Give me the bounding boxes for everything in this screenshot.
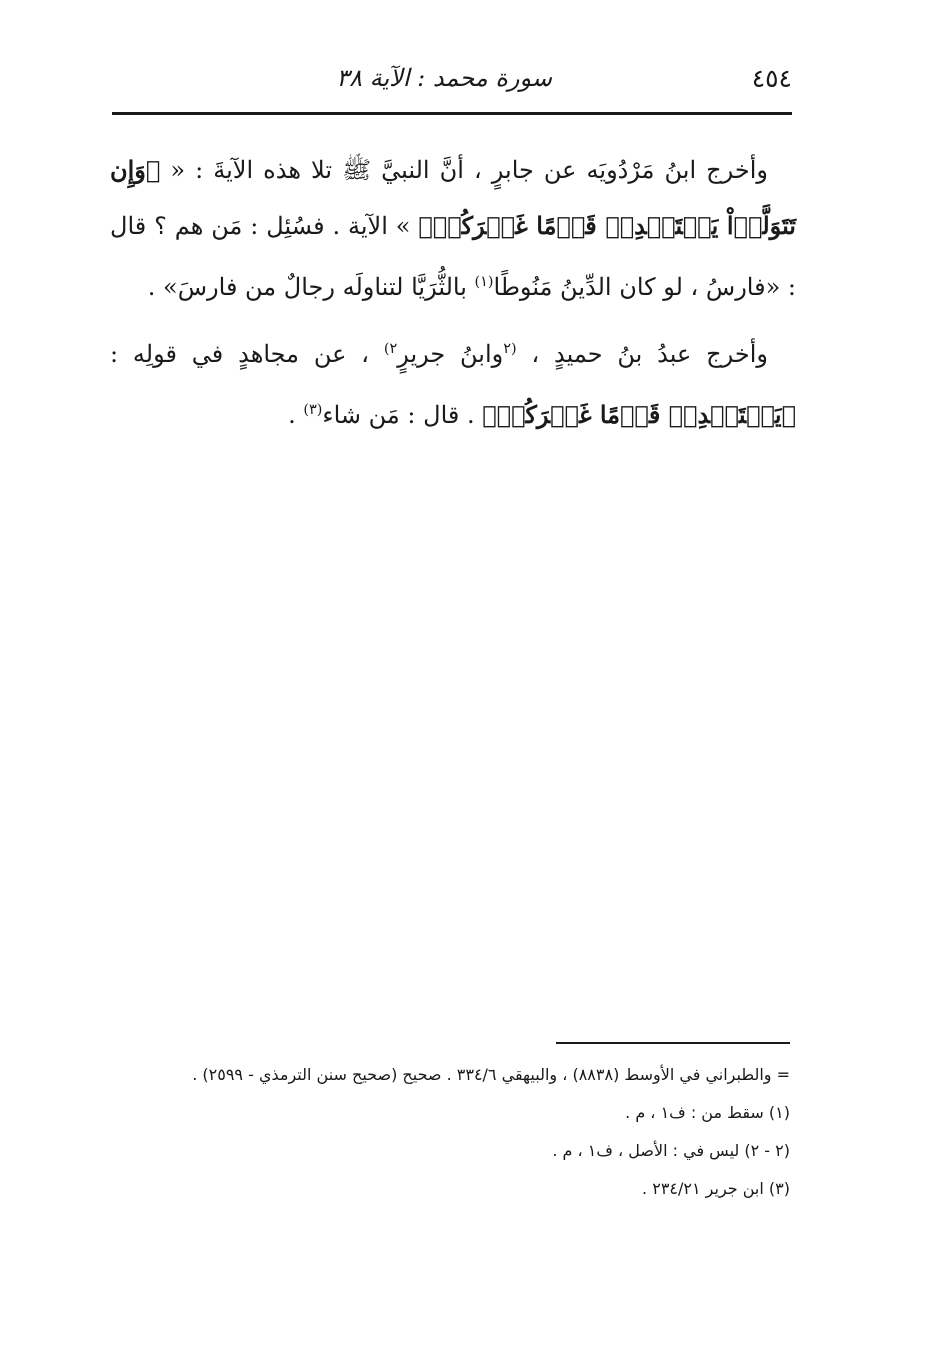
para1-text-a: وأخرج ابنُ مَرْدُويَه عن جابرٍ ، أنَّ النبيَّ ﷺ تلا هذه الآيةَ : « [170, 156, 769, 184]
para2-text-d: . قال : مَن شاء [322, 401, 475, 429]
main-text [110, 142, 796, 449]
running-title: سورة محمد : الآية ٣٨ [336, 64, 552, 92]
quran-verse-1: ﴿وَإِن تَتَوَلَّوۡاْ يَسۡتَبۡدِلۡ قَوۡمًا غَيۡرَكُمۡ﴾ [110, 155, 796, 240]
footnote-ref-1: (١) [474, 274, 494, 290]
page-number: ٤٥٤ [751, 64, 792, 93]
para2-text-e: . [288, 401, 296, 429]
para1-text-b: » الآية . فسُئِل : مَن هم ؟ قال : «فارسُ ، لو كان الدِّينُ مَنُوطًا [110, 212, 796, 301]
para2-text-a: وأخرج عبدُ بنُ حميدٍ ، [531, 340, 768, 368]
quran-verse-2: ﴿يَسۡتَبۡدِلۡ قَوۡمًا غَيۡرَكُمۡ﴾ [482, 400, 796, 429]
paragraph-1 [110, 142, 796, 315]
para2-text-c: ، عن مجاهدٍ في قولِه : [110, 340, 370, 368]
footnote-2: (٢ - ٢) ليس في : الأصل ، ف١ ، م . [552, 1141, 790, 1160]
footnotes [100, 1056, 790, 1208]
header-rule [112, 112, 792, 115]
para2-text-b: وابنُ جريرٍ [397, 340, 504, 368]
page-header [112, 62, 792, 102]
footnote-1: (١) سقط من : ف١ ، م . [625, 1103, 790, 1122]
para1-text-c: بالثُّرَيَّا لتناولَه رجالٌ من فارسَ» . [147, 273, 467, 301]
footnote-ref-2-close: ٢) [383, 341, 398, 357]
footnote-rule [556, 1042, 790, 1044]
footnote-continuation: = والطبراني في الأوسط (٨٨٣٨) ، والبيهقي ٣٣٤/٦ . صحيح (صحيح سنن الترمذي - ٢٥٩٩) . [192, 1065, 790, 1084]
paragraph-2 [110, 321, 796, 443]
footnote-ref-3: (٣) [303, 402, 323, 418]
footnote-ref-2-open: (٢ [503, 341, 517, 357]
footnote-3: (٣) ابن جرير ٢٣٤/٢١ . [642, 1179, 790, 1198]
